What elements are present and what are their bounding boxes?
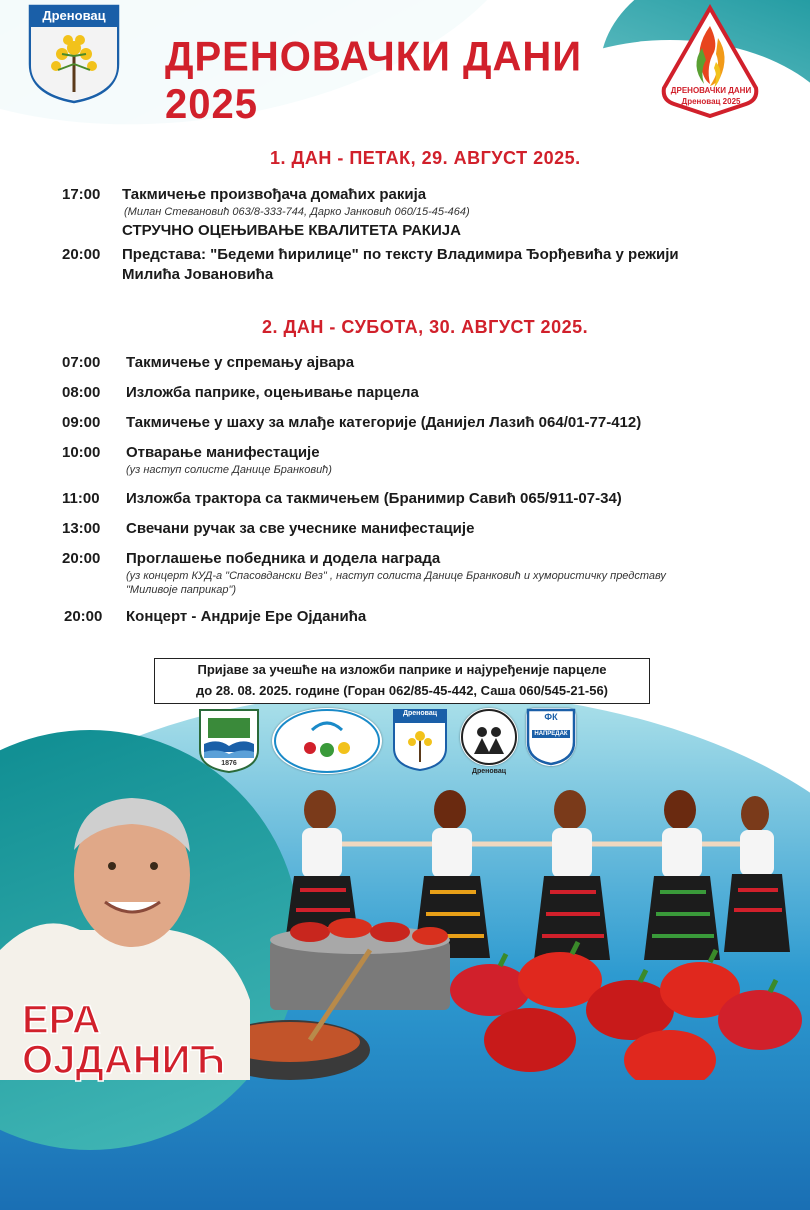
day2-row2-time: 08:00 — [62, 384, 101, 401]
partner-drenovac-label: Дреновац — [402, 710, 438, 717]
registration-box — [154, 658, 650, 704]
day1-title: 1. ДАН - ПЕТАК, 29. АВГУСТ 2025. — [270, 148, 581, 168]
page-title: ДРЕНОВАЧКИ ДАНИ 2025 — [165, 33, 582, 128]
day1-row2-time: 20:00 — [62, 246, 101, 263]
registration-line1: Пријаве за учешће на изложби паприке и најуређеније парцеле — [197, 662, 607, 677]
day2-title: 2. ДАН - СУБОТА, 30. АВГУСТ 2025. — [262, 317, 589, 337]
day2-row4-note: (уз наступ солисте Данице Бранковић) — [126, 464, 332, 476]
day2-row3-text: Такмичење у шаху за млађе категорије (Данијел Лазић 064/01-77-412) — [126, 414, 642, 431]
registration-line2: до 28. 08. 2025. године (Горан 062/85-45-442, Саша 060/545-21-56) — [195, 683, 609, 698]
partner-kud-icon — [460, 708, 518, 766]
partner-drenovac-crest-icon — [392, 708, 448, 772]
day2-row4-time: 10:00 — [62, 444, 101, 461]
day2-row6-time: 13:00 — [62, 520, 101, 537]
day2-row3-time: 09:00 — [62, 414, 101, 431]
crest-label: Дреновац — [42, 8, 106, 23]
partner-tourism-icon — [272, 708, 382, 774]
singer-first-name: ЕРА — [22, 998, 101, 1042]
day2-row8-time: 20:00 — [64, 608, 103, 625]
day2-row7-note: (уз концерт КУД-а "Спасовдански Вез" , наступ солиста Данице Бранковић и хумористичку представу — [126, 570, 666, 582]
singer-last-name: ОЈДАНИЋ — [22, 1038, 226, 1082]
day1-row2-text: Представа: "Бедеми ћирилице" по тексту Владимира Ђорђевића у режији — [122, 246, 679, 263]
day2-row7-time: 20:00 — [62, 550, 101, 567]
red-peppers-illustration — [200, 900, 810, 1080]
partner-fk-sub: НАПРЕДАК — [534, 731, 568, 737]
day2-row1-time: 07:00 — [62, 354, 101, 371]
festival-logo-line2: Дреновац 2025 — [681, 97, 741, 106]
day2-row6-text: Свечани ручак за све учеснике манифестације — [126, 520, 475, 537]
day1-row1-text: Такмичење произвођача домаћих ракија — [122, 186, 427, 203]
day1-row1-note: (Милан Стевановић 063/8-333-744, Дарко Јанковић 060/15-45-464) — [124, 206, 470, 218]
day2-row2-text: Изложба паприке, оцењивање парцела — [126, 384, 419, 401]
partner-logo-kud — [460, 708, 518, 766]
partner-kud-sub: Дреновац — [471, 768, 507, 775]
day2-row7-text: Проглашење победника и додела награда — [126, 550, 441, 567]
partner-logo-tourism — [272, 708, 382, 774]
day2-row5-text: Изложба трактора са такмичењем (Бранимир Савић 065/911-07-34) — [126, 490, 622, 507]
partner-municipality-year: 1876 — [221, 760, 237, 767]
day1-row2-text2: Милића Јовановића — [122, 266, 274, 283]
festival-logo-line1: ДРЕНОВАЧКИ ДАНИ — [670, 86, 752, 95]
day2-row5-time: 11:00 — [62, 490, 100, 507]
day2-row8-text: Концерт - Андрије Ере Ојданића — [126, 608, 367, 625]
day2-row7-note2: "Миливоје паприкар") — [126, 584, 237, 596]
day1-row1-extra: СТРУЧНО ОЦЕЊИВАЊЕ КВАЛИТЕТА РАКИЈА — [122, 222, 461, 239]
day2-row1-text: Такмичење у спремању ајвара — [126, 354, 355, 371]
partner-fk-label: ФК — [544, 712, 558, 722]
day1-row1-time: 17:00 — [62, 186, 101, 203]
day2-row4-text: Отварање манифестације — [126, 444, 320, 461]
